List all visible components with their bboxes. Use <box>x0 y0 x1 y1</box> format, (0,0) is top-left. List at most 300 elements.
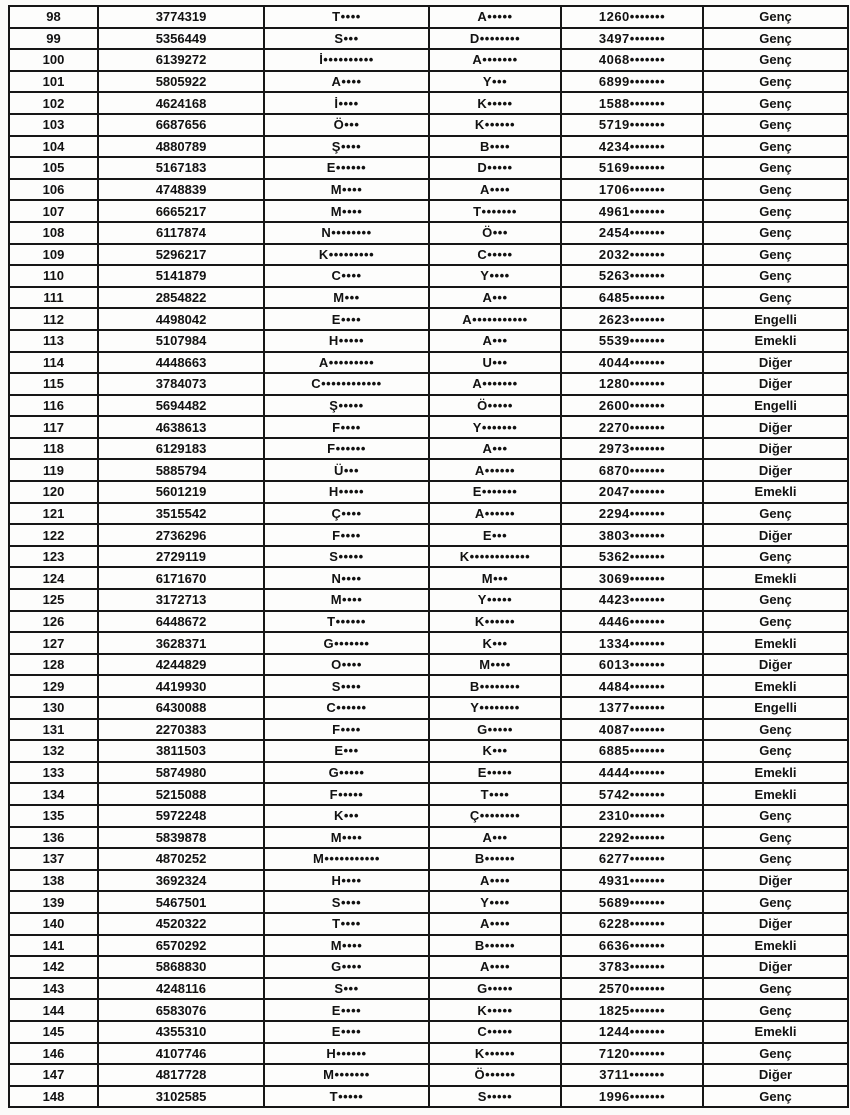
cell-surname: B•••• <box>429 136 561 158</box>
cell-surname: A•••••• <box>429 459 561 481</box>
cell-category: Genç <box>703 179 848 201</box>
cell-id: 4419930 <box>98 675 264 697</box>
cell-id: 3172713 <box>98 589 264 611</box>
cell-first-name: M••••••••••• <box>264 848 429 870</box>
table-row <box>9 783 848 805</box>
cell-phone: 3069••••••• <box>561 567 703 589</box>
cell-index: 129 <box>9 675 98 697</box>
cell-first-name: T•••• <box>264 6 429 28</box>
cell-category: Genç <box>703 28 848 50</box>
cell-surname: A••••••• <box>429 49 561 71</box>
table-row <box>9 92 848 114</box>
cell-first-name: C•••••• <box>264 697 429 719</box>
cell-first-name: T••••• <box>264 1086 429 1108</box>
cell-phone: 1244••••••• <box>561 1021 703 1043</box>
cell-phone: 4234••••••• <box>561 136 703 158</box>
cell-first-name: S••• <box>264 28 429 50</box>
cell-index: 148 <box>9 1086 98 1108</box>
cell-category: Diğer <box>703 373 848 395</box>
table-row <box>9 287 848 309</box>
cell-category: Genç <box>703 287 848 309</box>
cell-surname: Ö••• <box>429 222 561 244</box>
cell-first-name: H••••• <box>264 481 429 503</box>
cell-surname: B•••••••• <box>429 675 561 697</box>
cell-phone: 7120••••••• <box>561 1043 703 1065</box>
cell-surname: D••••• <box>429 157 561 179</box>
table-row <box>9 999 848 1021</box>
cell-index: 132 <box>9 740 98 762</box>
cell-index: 145 <box>9 1021 98 1043</box>
cell-surname: Y•••••••• <box>429 697 561 719</box>
cell-first-name: E•••• <box>264 1021 429 1043</box>
cell-phone: 4087••••••• <box>561 719 703 741</box>
cell-id: 4248116 <box>98 978 264 1000</box>
table-row <box>9 136 848 158</box>
cell-phone: 1377••••••• <box>561 697 703 719</box>
cell-index: 142 <box>9 956 98 978</box>
cell-surname: K••••• <box>429 999 561 1021</box>
cell-phone: 4423••••••• <box>561 589 703 611</box>
table-row <box>9 308 848 330</box>
table-row <box>9 114 848 136</box>
cell-surname: D•••••••• <box>429 28 561 50</box>
cell-id: 4638613 <box>98 416 264 438</box>
cell-surname: M••• <box>429 567 561 589</box>
cell-phone: 2600••••••• <box>561 395 703 417</box>
cell-category: Genç <box>703 999 848 1021</box>
cell-phone: 4068••••••• <box>561 49 703 71</box>
cell-id: 5296217 <box>98 244 264 266</box>
cell-phone: 3711••••••• <box>561 1064 703 1086</box>
cell-surname: Y•••• <box>429 265 561 287</box>
cell-index: 104 <box>9 136 98 158</box>
cell-surname: U••• <box>429 352 561 374</box>
cell-index: 120 <box>9 481 98 503</box>
cell-index: 135 <box>9 805 98 827</box>
table-row <box>9 265 848 287</box>
cell-phone: 6870••••••• <box>561 459 703 481</box>
cell-phone: 1334••••••• <box>561 632 703 654</box>
cell-surname: E••• <box>429 524 561 546</box>
cell-surname: Y••• <box>429 71 561 93</box>
cell-id: 2729119 <box>98 546 264 568</box>
cell-category: Genç <box>703 546 848 568</box>
table-row <box>9 935 848 957</box>
cell-surname: A••• <box>429 330 561 352</box>
cell-index: 108 <box>9 222 98 244</box>
cell-category: Genç <box>703 136 848 158</box>
cell-phone: 2454••••••• <box>561 222 703 244</box>
table-body <box>9 6 848 1107</box>
table-row <box>9 200 848 222</box>
cell-index: 112 <box>9 308 98 330</box>
cell-index: 99 <box>9 28 98 50</box>
cell-index: 134 <box>9 783 98 805</box>
cell-category: Diğer <box>703 352 848 374</box>
cell-index: 137 <box>9 848 98 870</box>
table-row <box>9 546 848 568</box>
cell-surname: K•••••• <box>429 1043 561 1065</box>
cell-first-name: M••••••• <box>264 1064 429 1086</box>
cell-surname: Y••••• <box>429 589 561 611</box>
cell-first-name: İ•••• <box>264 92 429 114</box>
cell-index: 114 <box>9 352 98 374</box>
cell-first-name: O•••• <box>264 654 429 676</box>
cell-first-name: M•••• <box>264 935 429 957</box>
table-row <box>9 1086 848 1108</box>
table-row <box>9 913 848 935</box>
cell-id: 2854822 <box>98 287 264 309</box>
table-row <box>9 719 848 741</box>
cell-index: 113 <box>9 330 98 352</box>
cell-surname: G••••• <box>429 719 561 741</box>
table-row <box>9 611 848 633</box>
cell-phone: 6013••••••• <box>561 654 703 676</box>
cell-id: 5972248 <box>98 805 264 827</box>
cell-category: Genç <box>703 265 848 287</box>
cell-surname: K••••• <box>429 92 561 114</box>
table-row <box>9 373 848 395</box>
cell-id: 4870252 <box>98 848 264 870</box>
cell-first-name: E••• <box>264 740 429 762</box>
cell-surname: C••••• <box>429 1021 561 1043</box>
cell-first-name: S•••• <box>264 675 429 697</box>
table-row <box>9 848 848 870</box>
table-row <box>9 762 848 784</box>
cell-surname: A••••• <box>429 6 561 28</box>
cell-category: Genç <box>703 740 848 762</box>
cell-index: 116 <box>9 395 98 417</box>
cell-phone: 5689••••••• <box>561 891 703 913</box>
cell-index: 100 <box>9 49 98 71</box>
cell-index: 141 <box>9 935 98 957</box>
cell-category: Genç <box>703 49 848 71</box>
cell-phone: 5539••••••• <box>561 330 703 352</box>
cell-category: Engelli <box>703 308 848 330</box>
cell-phone: 4044••••••• <box>561 352 703 374</box>
cell-surname: B•••••• <box>429 935 561 957</box>
cell-category: Diğer <box>703 870 848 892</box>
cell-id: 6448672 <box>98 611 264 633</box>
cell-first-name: E•••• <box>264 308 429 330</box>
cell-first-name: F•••••• <box>264 438 429 460</box>
cell-index: 131 <box>9 719 98 741</box>
cell-id: 5694482 <box>98 395 264 417</box>
cell-phone: 2973••••••• <box>561 438 703 460</box>
table-row <box>9 395 848 417</box>
cell-category: Genç <box>703 719 848 741</box>
cell-first-name: H•••• <box>264 870 429 892</box>
table-row <box>9 503 848 525</box>
cell-index: 147 <box>9 1064 98 1086</box>
cell-category: Genç <box>703 848 848 870</box>
table-row <box>9 179 848 201</box>
cell-category: Genç <box>703 1086 848 1108</box>
cell-id: 4624168 <box>98 92 264 114</box>
cell-first-name: F••••• <box>264 783 429 805</box>
cell-phone: 2310••••••• <box>561 805 703 827</box>
cell-id: 4448663 <box>98 352 264 374</box>
cell-index: 121 <box>9 503 98 525</box>
cell-id: 5885794 <box>98 459 264 481</box>
cell-category: Diğer <box>703 913 848 935</box>
cell-phone: 5263••••••• <box>561 265 703 287</box>
cell-index: 109 <box>9 244 98 266</box>
cell-phone: 2270••••••• <box>561 416 703 438</box>
cell-id: 3515542 <box>98 503 264 525</box>
cell-category: Diğer <box>703 654 848 676</box>
cell-id: 5874980 <box>98 762 264 784</box>
cell-phone: 6228••••••• <box>561 913 703 935</box>
cell-id: 5839878 <box>98 827 264 849</box>
cell-category: Genç <box>703 805 848 827</box>
cell-id: 5467501 <box>98 891 264 913</box>
cell-index: 126 <box>9 611 98 633</box>
table-row <box>9 870 848 892</box>
cell-id: 6129183 <box>98 438 264 460</box>
cell-first-name: M••• <box>264 287 429 309</box>
cell-phone: 4961••••••• <box>561 200 703 222</box>
cell-category: Genç <box>703 611 848 633</box>
cell-category: Emekli <box>703 632 848 654</box>
cell-id: 4880789 <box>98 136 264 158</box>
cell-index: 102 <box>9 92 98 114</box>
cell-index: 123 <box>9 546 98 568</box>
cell-index: 138 <box>9 870 98 892</box>
cell-surname: S••••• <box>429 1086 561 1108</box>
cell-id: 3784073 <box>98 373 264 395</box>
cell-index: 117 <box>9 416 98 438</box>
table-row <box>9 416 848 438</box>
cell-first-name: Ş•••• <box>264 136 429 158</box>
cell-phone: 6885••••••• <box>561 740 703 762</box>
cell-index: 107 <box>9 200 98 222</box>
cell-first-name: C•••••••••••• <box>264 373 429 395</box>
cell-index: 111 <box>9 287 98 309</box>
cell-category: Diğer <box>703 524 848 546</box>
cell-phone: 6485••••••• <box>561 287 703 309</box>
cell-id: 6171670 <box>98 567 264 589</box>
cell-index: 130 <box>9 697 98 719</box>
cell-id: 6687656 <box>98 114 264 136</box>
table-row <box>9 978 848 1000</box>
cell-phone: 4446••••••• <box>561 611 703 633</box>
cell-category: Genç <box>703 71 848 93</box>
cell-first-name: A••••••••• <box>264 352 429 374</box>
cell-id: 4498042 <box>98 308 264 330</box>
table-row <box>9 49 848 71</box>
cell-index: 144 <box>9 999 98 1021</box>
cell-surname: A•••• <box>429 913 561 935</box>
cell-surname: A•••• <box>429 956 561 978</box>
table-row <box>9 567 848 589</box>
cell-phone: 3803••••••• <box>561 524 703 546</box>
cell-first-name: E•••• <box>264 999 429 1021</box>
cell-category: Emekli <box>703 567 848 589</box>
cell-first-name: Ö••• <box>264 114 429 136</box>
cell-id: 5356449 <box>98 28 264 50</box>
cell-phone: 5742••••••• <box>561 783 703 805</box>
cell-category: Genç <box>703 891 848 913</box>
table-row <box>9 481 848 503</box>
cell-phone: 2032••••••• <box>561 244 703 266</box>
cell-phone: 2294••••••• <box>561 503 703 525</box>
cell-phone: 2292••••••• <box>561 827 703 849</box>
table-row <box>9 675 848 697</box>
cell-first-name: A•••• <box>264 71 429 93</box>
cell-id: 4107746 <box>98 1043 264 1065</box>
cell-first-name: M•••• <box>264 200 429 222</box>
cell-surname: E••••••• <box>429 481 561 503</box>
cell-phone: 1706••••••• <box>561 179 703 201</box>
cell-first-name: S••••• <box>264 546 429 568</box>
cell-category: Diğer <box>703 1064 848 1086</box>
table-row <box>9 157 848 179</box>
cell-surname: M•••• <box>429 654 561 676</box>
cell-index: 103 <box>9 114 98 136</box>
cell-surname: A•••• <box>429 870 561 892</box>
cell-index: 98 <box>9 6 98 28</box>
cell-category: Genç <box>703 114 848 136</box>
cell-id: 5107984 <box>98 330 264 352</box>
cell-category: Engelli <box>703 697 848 719</box>
cell-id: 6139272 <box>98 49 264 71</box>
cell-first-name: E•••••• <box>264 157 429 179</box>
cell-id: 6570292 <box>98 935 264 957</box>
cell-id: 4520322 <box>98 913 264 935</box>
table-row <box>9 654 848 676</box>
cell-index: 118 <box>9 438 98 460</box>
cell-phone: 6277••••••• <box>561 848 703 870</box>
cell-id: 4244829 <box>98 654 264 676</box>
cell-id: 2736296 <box>98 524 264 546</box>
table-row <box>9 1043 848 1065</box>
cell-surname: Y••••••• <box>429 416 561 438</box>
cell-phone: 2623••••••• <box>561 308 703 330</box>
cell-index: 143 <box>9 978 98 1000</box>
cell-surname: T•••• <box>429 783 561 805</box>
cell-surname: A••• <box>429 287 561 309</box>
cell-surname: K••• <box>429 632 561 654</box>
cell-id: 3692324 <box>98 870 264 892</box>
cell-category: Diğer <box>703 416 848 438</box>
table-row <box>9 524 848 546</box>
cell-category: Emekli <box>703 675 848 697</box>
cell-id: 5601219 <box>98 481 264 503</box>
cell-first-name: G••••••• <box>264 632 429 654</box>
cell-first-name: G••••• <box>264 762 429 784</box>
cell-first-name: N•••••••• <box>264 222 429 244</box>
cell-phone: 1260••••••• <box>561 6 703 28</box>
cell-category: Emekli <box>703 1021 848 1043</box>
cell-index: 106 <box>9 179 98 201</box>
cell-surname: Ö•••••• <box>429 1064 561 1086</box>
cell-id: 6583076 <box>98 999 264 1021</box>
cell-phone: 5719••••••• <box>561 114 703 136</box>
cell-id: 5805922 <box>98 71 264 93</box>
cell-first-name: F•••• <box>264 719 429 741</box>
cell-phone: 4484••••••• <box>561 675 703 697</box>
cell-id: 5215088 <box>98 783 264 805</box>
cell-category: Emekli <box>703 783 848 805</box>
cell-id: 3811503 <box>98 740 264 762</box>
cell-first-name: N•••• <box>264 567 429 589</box>
cell-first-name: M•••• <box>264 589 429 611</box>
cell-first-name: M•••• <box>264 827 429 849</box>
cell-phone: 6636••••••• <box>561 935 703 957</box>
table-row <box>9 740 848 762</box>
cell-id: 6665217 <box>98 200 264 222</box>
cell-surname: A••••••• <box>429 373 561 395</box>
cell-surname: A••• <box>429 827 561 849</box>
table-row <box>9 459 848 481</box>
cell-id: 4817728 <box>98 1064 264 1086</box>
cell-category: Genç <box>703 978 848 1000</box>
cell-id: 2270383 <box>98 719 264 741</box>
table-row <box>9 589 848 611</box>
cell-phone: 1280••••••• <box>561 373 703 395</box>
cell-index: 140 <box>9 913 98 935</box>
cell-phone: 3497••••••• <box>561 28 703 50</box>
cell-surname: K••• <box>429 740 561 762</box>
cell-surname: B•••••• <box>429 848 561 870</box>
cell-first-name: G•••• <box>264 956 429 978</box>
cell-first-name: Ü••• <box>264 459 429 481</box>
cell-id: 5167183 <box>98 157 264 179</box>
cell-index: 122 <box>9 524 98 546</box>
cell-id: 3774319 <box>98 6 264 28</box>
cell-index: 105 <box>9 157 98 179</box>
cell-first-name: F•••• <box>264 524 429 546</box>
cell-phone: 6899••••••• <box>561 71 703 93</box>
cell-category: Genç <box>703 200 848 222</box>
cell-phone: 1825••••••• <box>561 999 703 1021</box>
table-row <box>9 330 848 352</box>
cell-category: Genç <box>703 1043 848 1065</box>
cell-phone: 1588••••••• <box>561 92 703 114</box>
cell-surname: E••••• <box>429 762 561 784</box>
cell-first-name: M•••• <box>264 179 429 201</box>
cell-first-name: Ş••••• <box>264 395 429 417</box>
cell-phone: 2047••••••• <box>561 481 703 503</box>
cell-surname: Ç•••••••• <box>429 805 561 827</box>
cell-first-name: H••••• <box>264 330 429 352</box>
cell-surname: A••••••••••• <box>429 308 561 330</box>
cell-index: 136 <box>9 827 98 849</box>
cell-index: 124 <box>9 567 98 589</box>
cell-id: 3628371 <box>98 632 264 654</box>
table-row <box>9 827 848 849</box>
table-row <box>9 71 848 93</box>
cell-category: Genç <box>703 92 848 114</box>
cell-first-name: T•••• <box>264 913 429 935</box>
cell-phone: 5362••••••• <box>561 546 703 568</box>
cell-id: 6117874 <box>98 222 264 244</box>
cell-id: 6430088 <box>98 697 264 719</box>
cell-category: Engelli <box>703 395 848 417</box>
cell-category: Genç <box>703 244 848 266</box>
cell-category: Genç <box>703 6 848 28</box>
table-row <box>9 1064 848 1086</box>
cell-surname: G••••• <box>429 978 561 1000</box>
table-row <box>9 222 848 244</box>
cell-category: Emekli <box>703 935 848 957</box>
cell-category: Genç <box>703 503 848 525</box>
cell-index: 125 <box>9 589 98 611</box>
cell-index: 127 <box>9 632 98 654</box>
cell-id: 4748839 <box>98 179 264 201</box>
cell-index: 110 <box>9 265 98 287</box>
